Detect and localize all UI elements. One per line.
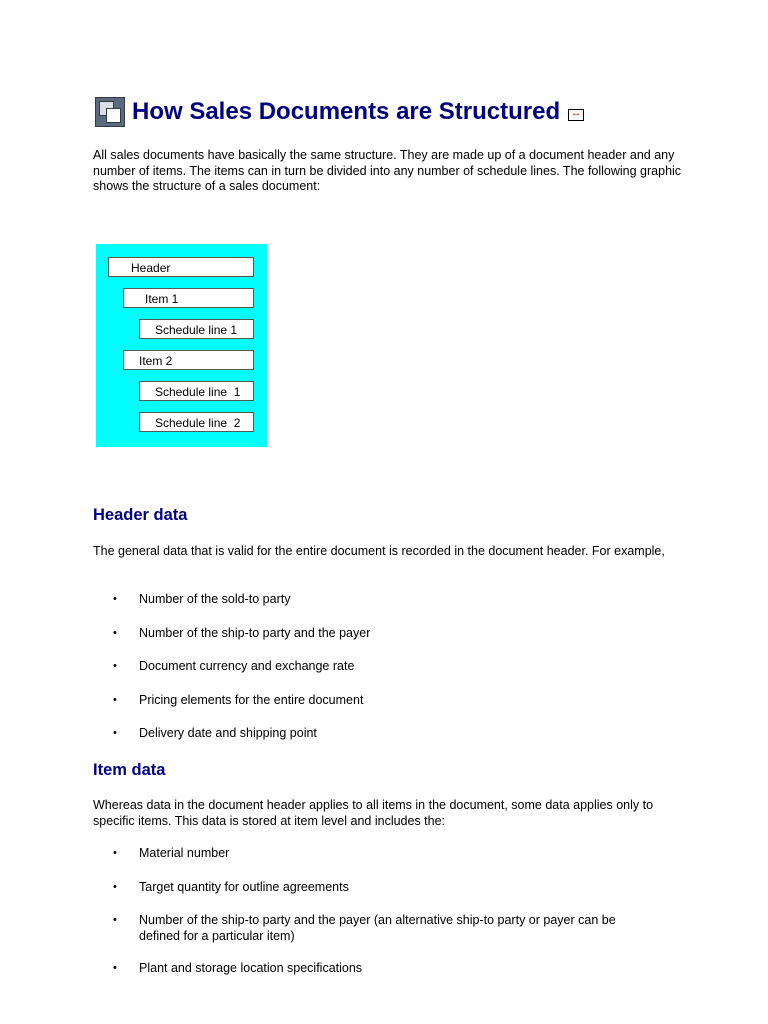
list-item: • Delivery date and shipping point [113,726,317,740]
list-item: • Target quantity for outline agreements [113,879,349,894]
page-title: How Sales Documents are Structured [132,98,561,125]
item-data-list [93,846,693,977]
item-data-paragraph: Whereas data in the document header applies to all items in the document, some data applies only to specific items. This data is stored at item level and includes the: [93,798,654,828]
list-item: • Pricing elements for the entire document [113,692,364,707]
list-item: • Number of the ship-to party and the payer [113,625,371,640]
diagram-item2-box: Item 2 [123,350,254,370]
title-row [95,94,584,130]
header-data-heading: Header data [93,506,188,524]
list-item: • Material number [113,846,230,860]
document-structure-icon [95,97,125,127]
list-item: • Number of the ship-to party and the payer (an alternative ship-to party or payer can be defined for a particular item) [113,913,616,943]
list-item: • Plant and storage location specifications [113,961,363,975]
header-data-list [93,592,693,742]
intro-paragraph: All sales documents have basically the same structure. They are made up of a document header and any number of items. The items can in turn be divided into any number of schedule lines. The following graphic shows the structure of a sales document: [93,148,682,193]
diagram-header-box: Header [108,257,254,277]
diagram-schedule-line-box: Schedule line 1 [139,381,254,401]
list-item: • Document currency and exchange rate [113,659,355,673]
expand-link-icon[interactable]: ↔ [568,109,584,121]
structure-diagram [96,244,267,447]
diagram-schedule-line-box: Schedule line 2 [139,412,254,432]
list-item: • Number of the sold-to party [113,592,291,606]
diagram-item1-box: Item 1 [123,288,254,308]
diagram-schedule-line-box: Schedule line 1 [139,319,254,339]
item-data-heading: Item data [93,761,166,779]
header-data-paragraph: The general data that is valid for the entire document is recorded in the document header. For example, [93,544,665,558]
